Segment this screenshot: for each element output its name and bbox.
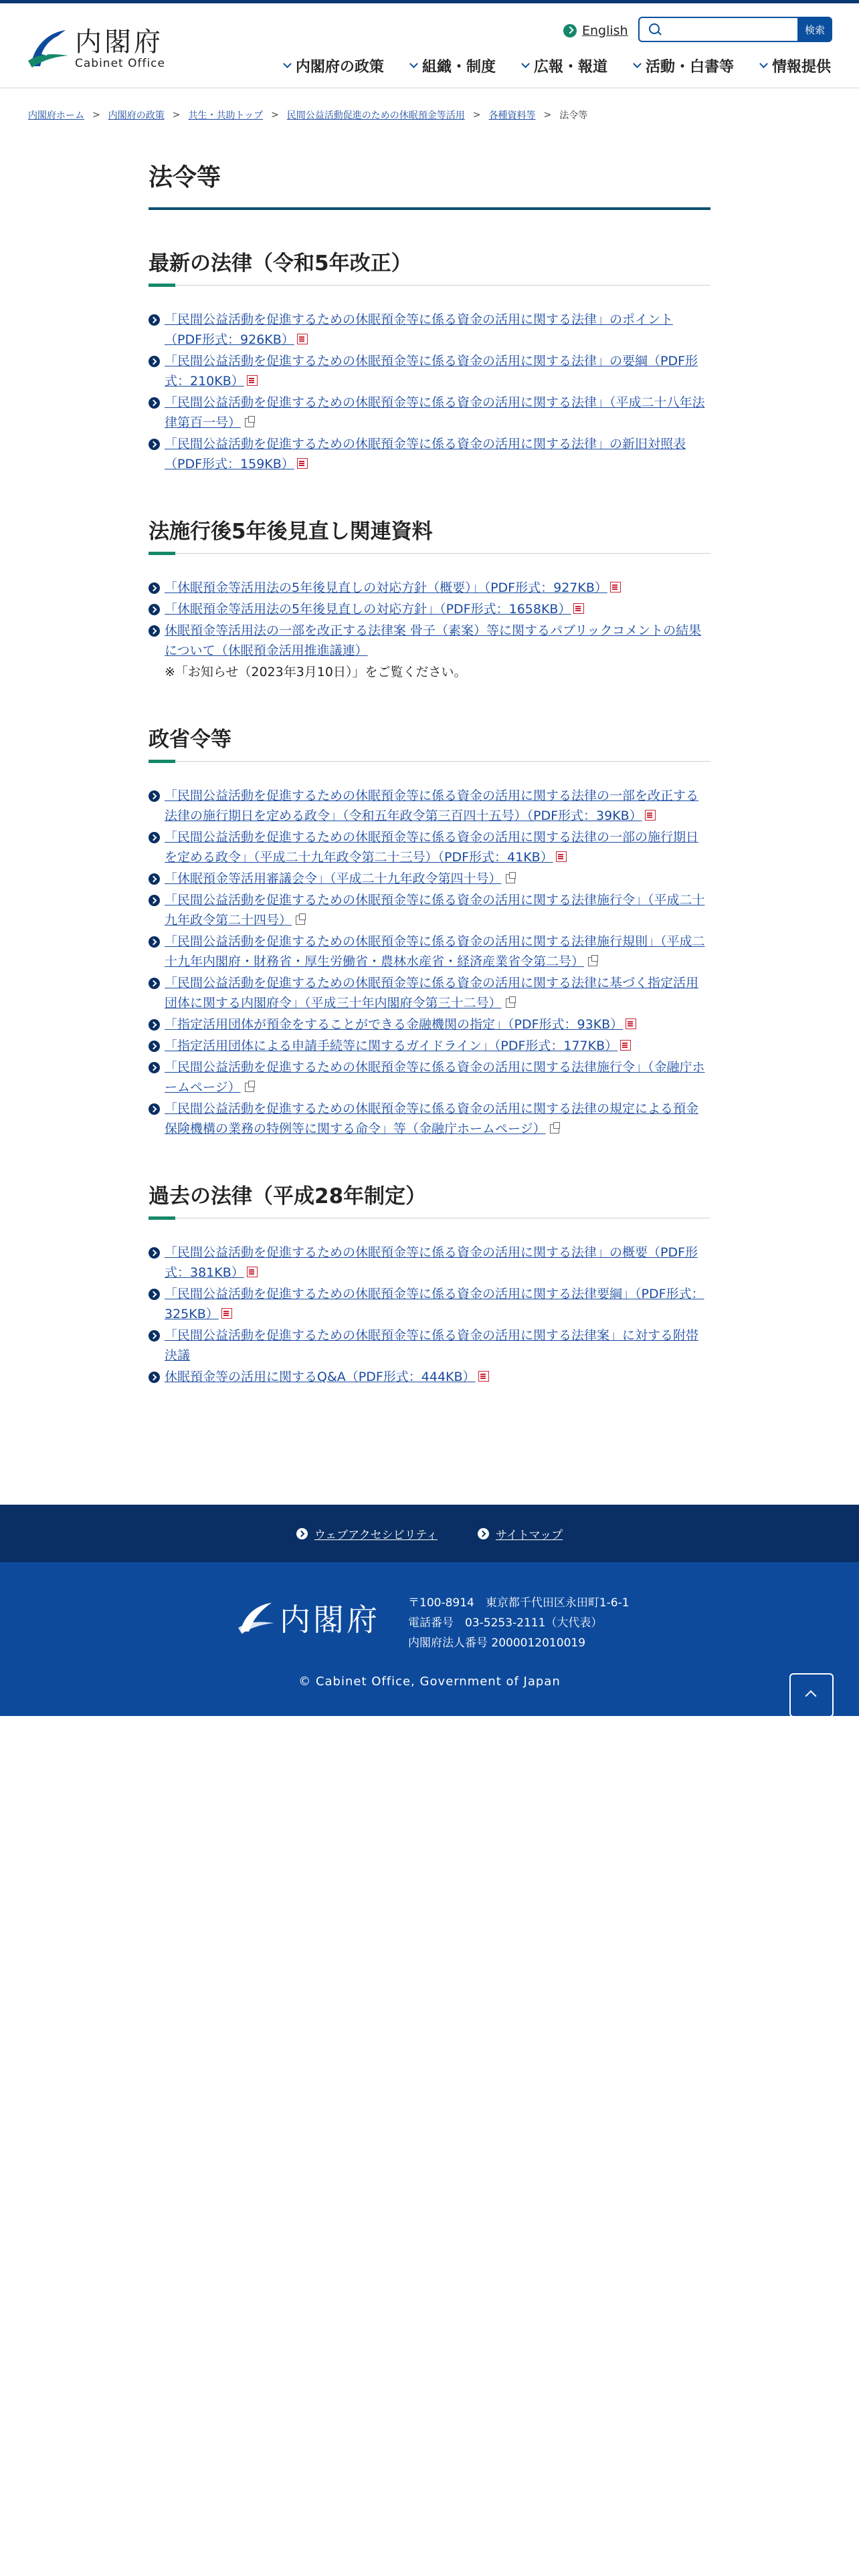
arrow-circle-icon: [149, 356, 160, 367]
nav-organization[interactable]: 組織・制度: [411, 56, 496, 76]
pdf-icon: [620, 1040, 631, 1051]
nav-activities[interactable]: 活動・白書等: [634, 56, 734, 76]
pdf-icon: [573, 603, 584, 614]
doc-link[interactable]: 休眠預金等の活用に関するQ&A（PDF形式：444KB）: [165, 1370, 476, 1384]
list-item: [149, 1036, 710, 1056]
arrow-circle-icon: [149, 1062, 160, 1073]
list-item: [149, 393, 710, 433]
arrow-circle-icon: [149, 439, 160, 450]
footer-address: 〒100-8914 東京都千代田区永田町1-6-1: [408, 1596, 630, 1610]
arrow-circle-icon: [149, 895, 160, 906]
list-item: [149, 434, 710, 474]
list-item: [149, 1367, 710, 1387]
nav-information[interactable]: 情報提供: [761, 56, 831, 76]
arrow-circle-icon: [149, 1103, 160, 1115]
site-search: [638, 17, 831, 42]
pdf-icon: [247, 1267, 258, 1277]
section-five-year-review: [149, 518, 710, 682]
arrow-circle-icon: [563, 24, 577, 37]
pdf-icon: [221, 1308, 232, 1319]
site-footer: [0, 1562, 859, 1716]
doc-link[interactable]: 「民間公益活動を促進するための休眠預金等に係る資金の活用に関する法律」の概要（PDF形式：381KB）: [165, 1245, 698, 1280]
arrow-circle-icon: [149, 790, 160, 802]
list-item: [149, 1243, 710, 1283]
arrow-circle-icon: [296, 1528, 308, 1539]
pdf-icon: [478, 1371, 489, 1382]
pdf-icon: [626, 1018, 636, 1029]
external-link-icon: [296, 916, 305, 925]
doc-link[interactable]: 「民間公益活動を促進するための休眠預金等に係る資金の活用に関する法律の一部を改正する法律の施行期日を定める政令」（令和五年政令第三百四十五号）（PDF形式：39KB）: [165, 788, 699, 823]
list-item: [149, 1057, 710, 1097]
chevron-down-icon: [633, 60, 642, 68]
arrow-circle-icon: [149, 604, 160, 615]
doc-link[interactable]: 「民間公益活動を促進するための休眠預金等に係る資金の活用に関する法律」の要綱（PDF形式：210KB）: [165, 354, 698, 389]
list-item: [149, 932, 710, 972]
footer-logo: [237, 1596, 380, 1640]
list-item: [149, 973, 710, 1013]
external-link-icon: [245, 418, 254, 427]
section-ordinances: [149, 726, 710, 1139]
search-input[interactable]: [666, 21, 796, 39]
arrow-circle-icon: [149, 625, 160, 637]
footer-corporate-number: 内閣府法人番号 2000012010019: [408, 1636, 586, 1650]
arrow-circle-icon: [149, 936, 160, 948]
arrow-circle-icon: [149, 1289, 160, 1300]
list-item: [149, 786, 710, 826]
section-title: 最新の法律（令和5年改正）: [149, 250, 710, 286]
footer-link-accessibility[interactable]: ウェブアクセシビリティ: [296, 1525, 438, 1542]
footer-link-sitemap[interactable]: サイトマップ: [478, 1525, 563, 1542]
note-text: ※「お知らせ（2023年3月10日）」をご覧ください。: [165, 665, 467, 679]
breadcrumb-current: 法令等: [559, 110, 588, 121]
section-title: 法施行後5年後見直し関連資料: [149, 518, 710, 554]
site-logo[interactable]: [27, 27, 165, 70]
arrow-circle-icon: [149, 314, 160, 326]
chevron-down-icon: [409, 60, 418, 68]
arrow-circle-icon: [149, 873, 160, 885]
search-icon: [649, 23, 660, 34]
list-item: [149, 310, 710, 350]
english-link[interactable]: English: [582, 23, 628, 38]
doc-link[interactable]: 「民間公益活動を促進するための休眠預金等に係る資金の活用に関する法律案」に対する附帯決議: [165, 1328, 699, 1363]
list-item: [149, 578, 710, 598]
pdf-icon: [297, 458, 308, 469]
doc-link[interactable]: 「民間公益活動を促進するための休眠預金等に係る資金の活用に関する法律要綱」（PDF形式：325KB）: [165, 1287, 704, 1321]
doc-link[interactable]: 「休眠預金等活用法の5年後見直しの対応方針（概要）」（PDF形式：927KB）: [165, 580, 607, 595]
site-header: [0, 3, 859, 88]
chevron-down-icon: [521, 60, 530, 68]
pdf-icon: [247, 375, 258, 386]
footer-logo-text: 内閣府: [280, 1602, 380, 1638]
nav-policy[interactable]: 内閣府の政策: [284, 56, 384, 76]
pdf-icon: [610, 582, 621, 593]
external-link-icon: [506, 998, 515, 1008]
footer-phone: 電話番号 03-5253-2111（大代表）: [408, 1616, 603, 1630]
breadcrumb-home[interactable]: 内閣府ホーム: [28, 110, 84, 121]
pdf-icon: [297, 334, 308, 344]
arrow-circle-icon: [149, 1330, 160, 1341]
doc-link[interactable]: 「指定活用団体による申請手続等に関するガイドライン」（PDF形式：177KB）: [165, 1039, 618, 1053]
doc-link[interactable]: 「休眠預金等活用審議会令」（平成二十九年政令第四十号）: [165, 871, 502, 886]
doc-link[interactable]: 「民間公益活動を促進するための休眠預金等に係る資金の活用に関する法律の規定による預金保険機構の業務の特例等に関する命令」等（金融庁ホームページ）: [165, 1101, 699, 1136]
arrow-circle-icon: [149, 397, 160, 409]
logo-text-en: Cabinet Office: [75, 57, 165, 70]
cabinet-office-emblem-icon: [237, 1600, 276, 1635]
doc-link[interactable]: 「民間公益活動を促進するための休眠預金等に係る資金の活用に関する法律施行規則」（平成二十九年内閣府・財務省・厚生労働省・農林水産省・経済産業省令第二号）: [165, 934, 705, 969]
search-box: [638, 17, 800, 42]
breadcrumb: 内閣府ホーム > 内閣府の政策 > 共生・共助トップ > 民間公益活動促進のための休眠預金等活用 > 各種資料等 > 法令等: [28, 110, 588, 121]
link-list: [149, 310, 710, 474]
language-switch[interactable]: [563, 23, 628, 38]
list-item: [149, 869, 710, 889]
arrow-circle-icon: [149, 1372, 160, 1383]
pdf-icon: [645, 810, 656, 821]
list-item: [149, 1325, 710, 1366]
doc-link[interactable]: 「民間公益活動を促進するための休眠預金等に係る資金の活用に関する法律施行令」（金融庁ホームページ）: [165, 1060, 705, 1095]
chevron-down-icon: [759, 60, 768, 68]
external-link-icon: [506, 874, 515, 883]
arrow-circle-icon: [149, 978, 160, 989]
list-item: [149, 351, 710, 391]
list-item: [149, 1014, 710, 1035]
doc-link[interactable]: 「民間公益活動を促進するための休眠預金等に係る資金の活用に関する法律」の新旧対照表（PDF形式：159KB）: [165, 437, 686, 471]
doc-link[interactable]: 「民間公益活動を促進するための休眠預金等に係る資金の活用に関する法律施行令」（平成二十九年政令第二十四号）: [165, 893, 705, 928]
list-item: [149, 827, 710, 867]
doc-link[interactable]: 「民間公益活動を促進するための休眠預金等に係る資金の活用に関する法律に基づく指定活用団体に関する内閣府令」（平成三十年内閣府令第三十二号）: [165, 976, 699, 1010]
chevron-down-icon: [283, 60, 292, 68]
breadcrumb-kyosei[interactable]: 共生・共助トップ: [188, 110, 264, 121]
list-item: [149, 599, 710, 619]
page-title: 法令等: [149, 163, 710, 210]
arrow-circle-icon: [149, 1247, 160, 1259]
doc-link[interactable]: 「休眠預金等活用法の5年後見直しの対応方針」（PDF形式：1658KB）: [165, 602, 571, 617]
page-top-button[interactable]: [789, 1673, 834, 1717]
external-link-icon: [245, 1083, 254, 1092]
section-past-law: [149, 1183, 710, 1387]
section-latest-law: [149, 250, 710, 474]
section-title: 過去の法律（平成28年制定）: [149, 1183, 710, 1218]
nav-press[interactable]: 広報・報道: [522, 56, 607, 76]
arrow-circle-icon: [149, 832, 160, 843]
doc-link[interactable]: 「民間公益活動を促進するための休眠預金等に係る資金の活用に関する法律」（平成二十八年法律第百一号）: [165, 395, 705, 430]
copyright: © Cabinet Office, Government of Japan: [298, 1675, 561, 1689]
external-link-icon: [588, 957, 597, 966]
external-link-icon: [550, 1124, 559, 1134]
doc-link[interactable]: 休眠預金等活用法の一部を改正する法律案 骨子（素案）等に関するパブリックコメントの結果について（休眠預金活用推進議連）: [165, 623, 702, 658]
link-list: [149, 786, 710, 1139]
global-nav: [258, 56, 831, 76]
link-list: [149, 1243, 710, 1387]
list-item: [149, 890, 710, 930]
doc-link[interactable]: 「民間公益活動を促進するための休眠預金等に係る資金の活用に関する法律の一部の施行期日を定める政令」（平成二十九年政令第二十三号）（PDF形式：41KB）: [165, 830, 699, 865]
doc-link[interactable]: 「指定活用団体が預金をすることができる金融機関の指定」（PDF形式：93KB）: [165, 1017, 624, 1032]
list-item: [149, 1099, 710, 1139]
doc-link[interactable]: 「民間公益活動を促進するための休眠預金等に係る資金の活用に関する法律」のポイント（PDF形式：926KB）: [165, 312, 674, 347]
link-list: [149, 578, 710, 661]
arrow-circle-icon: [149, 1041, 160, 1052]
footer-links: [0, 1505, 859, 1562]
arrow-circle-icon: [149, 582, 160, 594]
breadcrumb-policy[interactable]: 内閣府の政策: [108, 110, 165, 121]
list-item: [149, 1284, 710, 1324]
logo-text-ja: 内閣府: [75, 27, 163, 58]
breadcrumb-kyumin[interactable]: 民間公益活動促進のための休眠預金等活用: [286, 110, 465, 121]
list-item: [149, 621, 710, 661]
breadcrumb-materials[interactable]: 各種資料等: [488, 110, 536, 121]
arrow-circle-icon: [478, 1528, 489, 1539]
footer-address-block: [408, 1593, 630, 1653]
cabinet-office-emblem-icon: [27, 27, 70, 70]
section-title: 政省令等: [149, 726, 710, 762]
pdf-icon: [556, 851, 567, 862]
main-content: [149, 163, 710, 1388]
search-button[interactable]: 検索: [797, 17, 832, 42]
arrow-circle-icon: [149, 1019, 160, 1031]
